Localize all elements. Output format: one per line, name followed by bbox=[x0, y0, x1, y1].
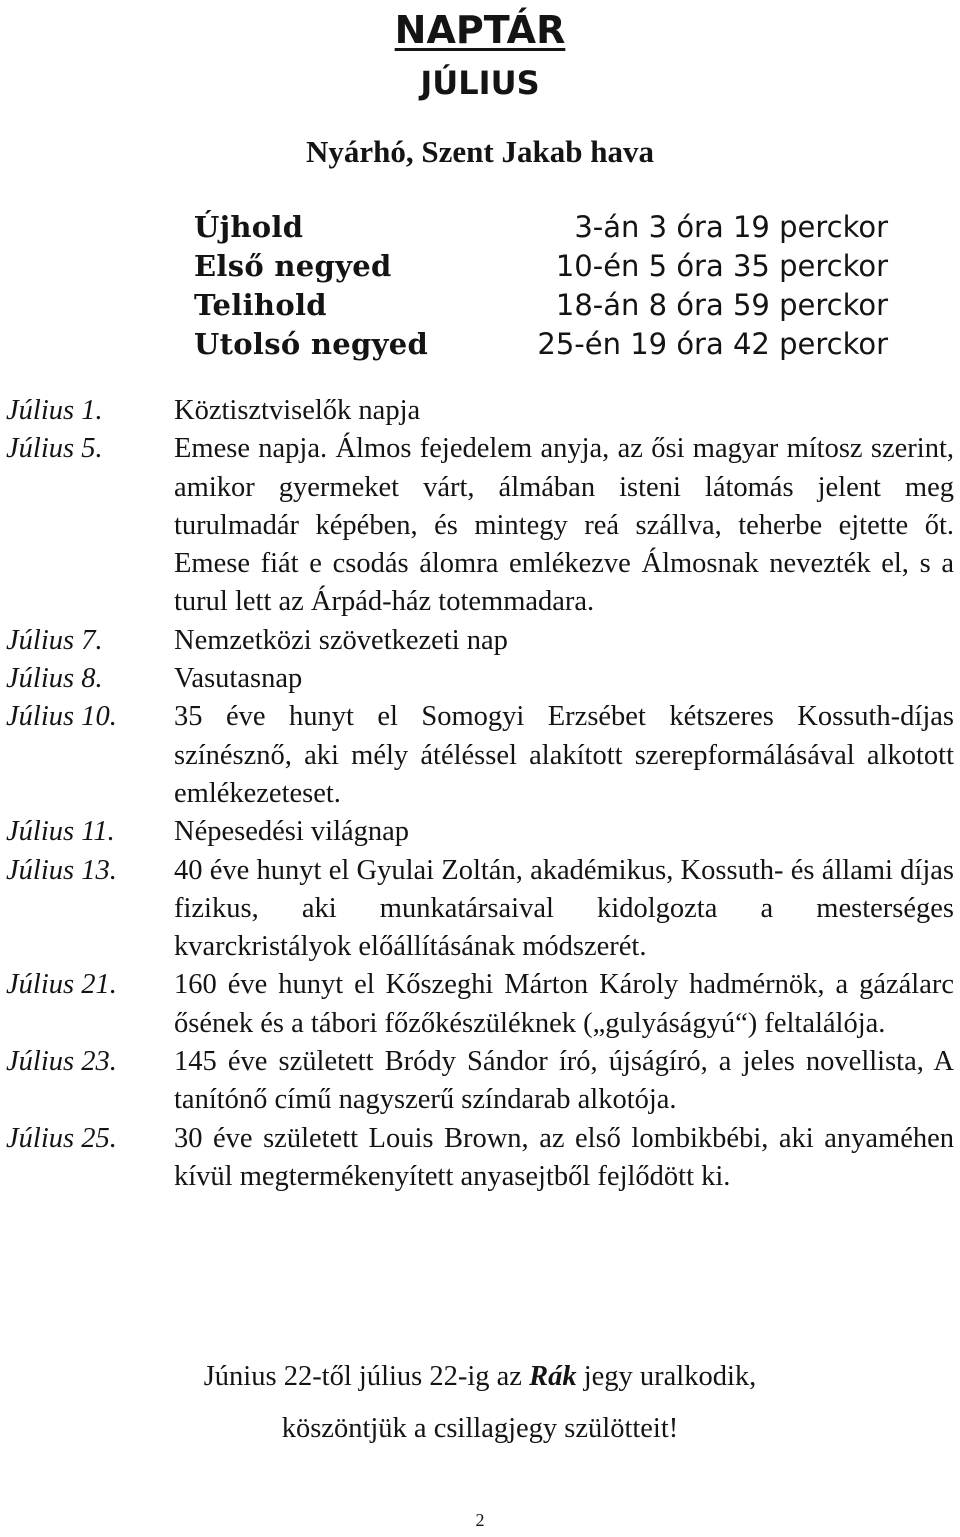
month-subtitle: Nyárhó, Szent Jakab hava bbox=[306, 134, 654, 169]
moon-phase-label: Telihold bbox=[194, 288, 327, 322]
moon-phase-time: 3-án 3 óra 19 perckor bbox=[574, 210, 888, 244]
event-item bbox=[0, 698, 960, 813]
event-date: Július 5. bbox=[6, 433, 103, 465]
event-description: 35 éve hunyt el Somogyi Erzsébet kétszeres Kossuth-díjas színésznő, aki mély átéléssel alakított szerepformálásával alkotott emlékezeteset. bbox=[174, 701, 954, 809]
zodiac-text-before: Június 22-től július 22-ig az bbox=[203, 1361, 530, 1392]
event-description: Köztisztviselők napja bbox=[174, 395, 421, 426]
month-title: JÚLIUS bbox=[420, 64, 540, 102]
event-description: Nemzetközi szövetkezeti nap bbox=[174, 624, 508, 656]
event-description: Emese napja. Álmos fejedelem anyja, az ősi magyar mítosz szerint, amikor gyermeket várt, álmában isteni látomás jelent meg turulmadár képében, és mintegy reá szállva, teherbe ejtette őt. Emese fiát e csodás álomra emlékezve Álmosnak nevezték el, s a turul lett az Árpád-ház totemmadara. bbox=[174, 433, 954, 618]
page-title: NAPTÁR bbox=[394, 8, 566, 52]
zodiac-text-after: jegy uralkodik, bbox=[576, 1361, 757, 1392]
event-description: 30 éve született Louis Brown, az első lombikbébi, aki anyaméhen kívül megtermékenyített anyasejtből fejlődött ki. bbox=[174, 1122, 954, 1192]
event-item bbox=[0, 852, 960, 967]
moon-phase-label: Utolsó negyed bbox=[194, 327, 429, 361]
event-item bbox=[0, 622, 960, 660]
event-item bbox=[0, 660, 960, 698]
event-date: Július 7. bbox=[6, 624, 103, 656]
zodiac-line-2: köszöntjük a csillagjegy szülötteit! bbox=[281, 1413, 679, 1444]
moon-phase-table bbox=[194, 210, 894, 366]
zodiac-line-1 bbox=[0, 1358, 960, 1396]
moon-phase-time: 18-án 8 óra 59 perckor bbox=[555, 288, 888, 322]
event-item bbox=[0, 392, 960, 430]
event-item bbox=[0, 430, 960, 621]
event-date: Július 25. bbox=[6, 1122, 117, 1154]
event-date: Július 8. bbox=[6, 663, 103, 695]
moon-phase-row bbox=[194, 288, 894, 327]
moon-phase-time: 10-én 5 óra 35 perckor bbox=[555, 249, 888, 283]
moon-phase-row bbox=[194, 327, 894, 366]
moon-phase-label: Újhold bbox=[194, 210, 304, 244]
event-item bbox=[0, 1120, 960, 1197]
moon-phase-row bbox=[194, 249, 894, 288]
event-date: Július 1. bbox=[6, 395, 103, 426]
moon-phase-time: 25-én 19 óra 42 perckor bbox=[537, 327, 888, 361]
event-description: 160 éve hunyt el Kőszeghi Márton Károly hadmérnök, a gázálarc ősének és a tábori főzőkészüléknek („gulyáságyú“) feltalálója. bbox=[174, 969, 954, 1039]
event-item bbox=[0, 966, 960, 1043]
event-date: Július 13. bbox=[6, 854, 117, 886]
event-description: 40 éve hunyt el Gyulai Zoltán, akadémikus, Kossuth- és állami díjas fizikus, aki munkatársaival kidolgozta a mesterséges kvarckristályok előállításának módszerét. bbox=[174, 854, 954, 963]
moon-phase-row bbox=[194, 210, 894, 249]
event-date: Július 10. bbox=[6, 701, 117, 733]
event-date: Július 11. bbox=[6, 816, 115, 848]
event-description: Népesedési világnap bbox=[174, 816, 410, 848]
event-description: 145 éve született Bródy Sándor író, újságíró, a jeles novellista, A tanítónő című nagyszerű színdarab alkotója. bbox=[174, 1046, 954, 1116]
zodiac-sign: Rák bbox=[529, 1361, 577, 1392]
event-item bbox=[0, 1043, 960, 1120]
page-number: 2 bbox=[475, 1510, 485, 1530]
event-list bbox=[0, 392, 960, 1196]
event-description: Vasutasnap bbox=[174, 663, 303, 695]
event-date: Július 21. bbox=[6, 969, 117, 1001]
event-item bbox=[0, 813, 960, 851]
event-date: Július 23. bbox=[6, 1046, 117, 1078]
moon-phase-label: Első negyed bbox=[194, 249, 392, 283]
